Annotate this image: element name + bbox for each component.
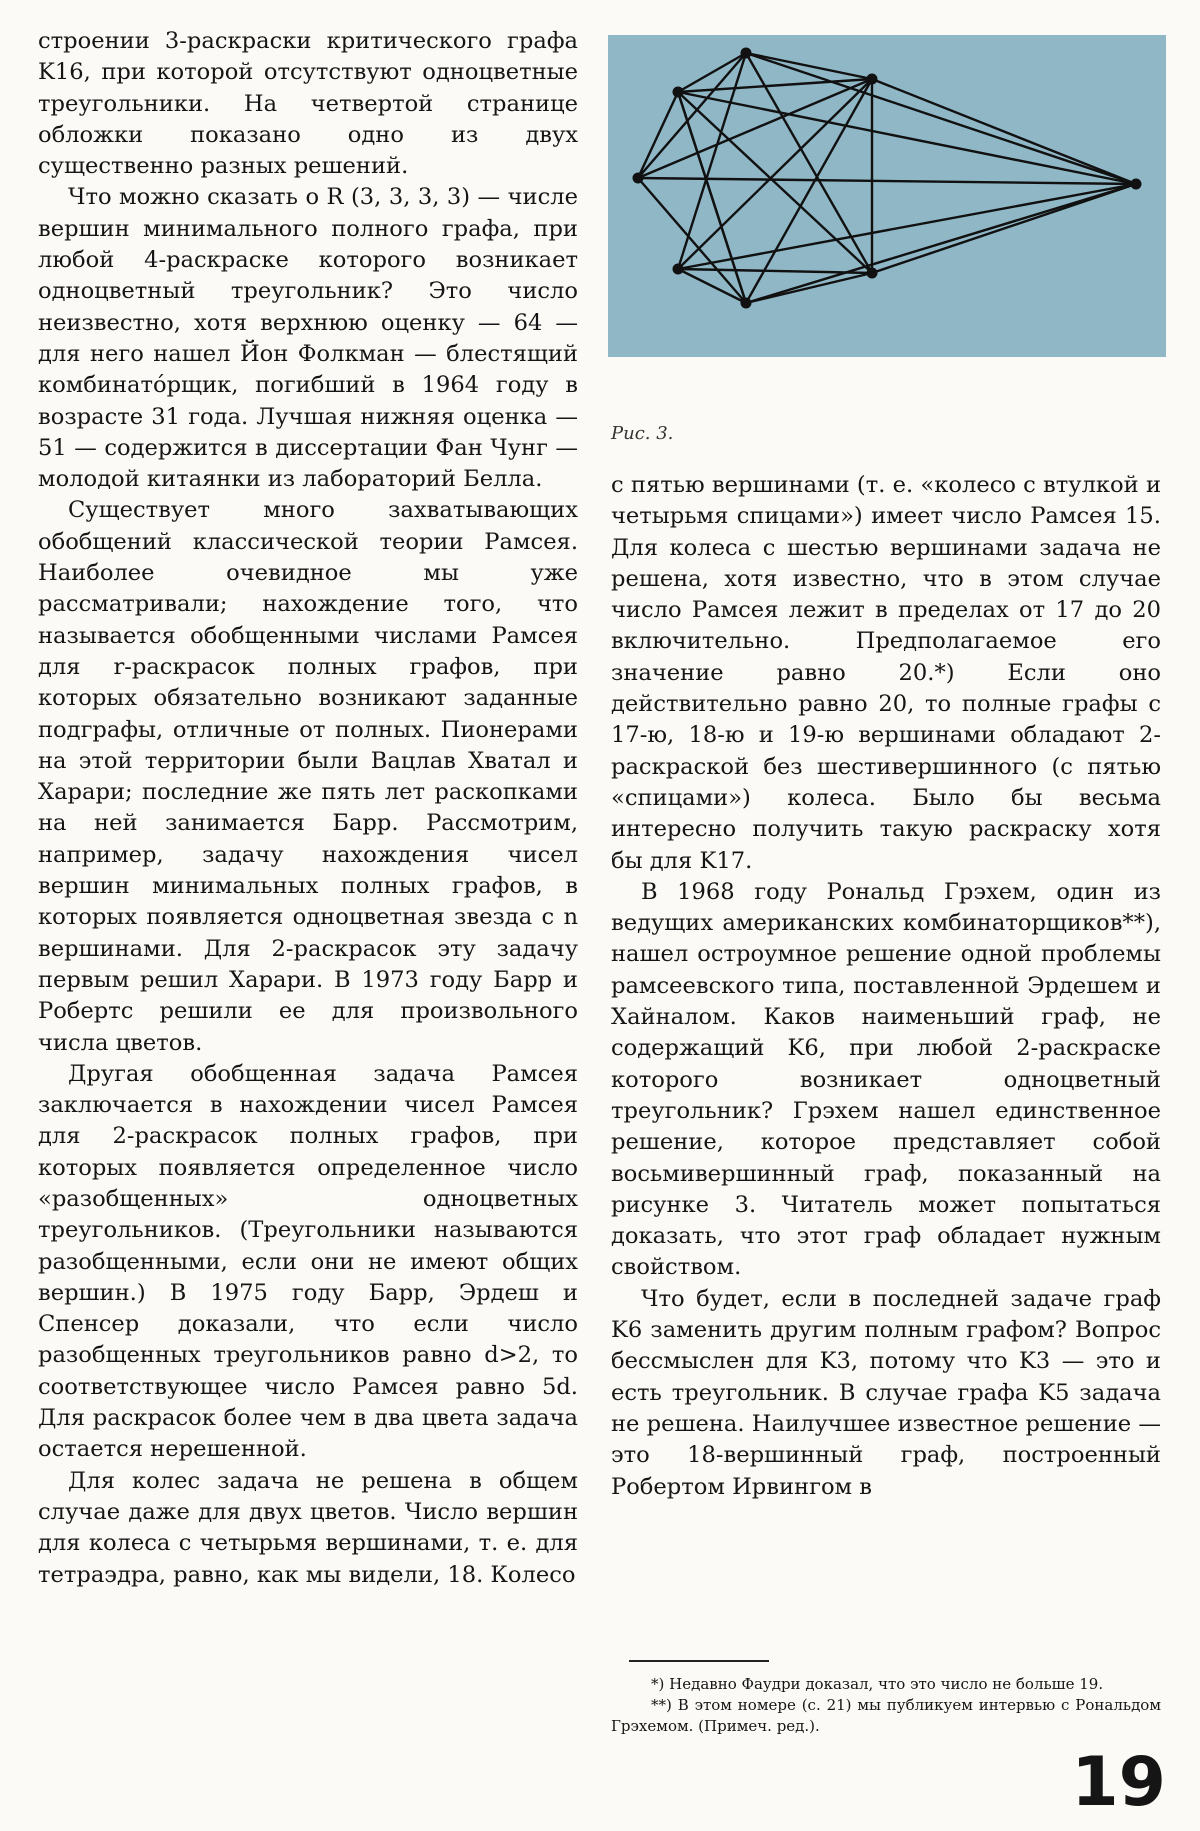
paragraph: В 1968 году Рональд Грэхем, один из ведущих американских комбинаторщиков**), нашел остроумное решение одной проблемы рамсеевского типа, поставленной Эрдешем и Хайналом. Каков наименьший граф, не содержащий K6, при любой 2-раскраске которого возникает одноцветный треугольник? Грэхем нашел единственное решение, которое представляет собой восьмивершинный граф, показанный на рисунке 3. Читатель может попытаться доказать, что этот граф обладает нужным свойством.: [611, 878, 1161, 1281]
graph-vertex: [867, 74, 878, 85]
paragraph: Существует много захватывающих обобщений классической теории Рамсея. Наиболее очевидное мы уже рассматривали; нахождение того, что называется обобщенными числами Рамсея для r-раскрасок полных графов, при которых обязательно возникают заданные подграфы, отличные от полных. Пионерами на этой территории были Вацлав Хватал и Харари; последние же пять лет раскопками на ней занимается Барр. Рассмотрим, например, задачу нахождения чисел вершин минимальных полных графов, в которых появляется одноцветная звезда с n вершинами. Для 2-раскрасок эту задачу первым решил Харари. В 1973 году Барр и Робертс решили ее для произвольного числа цветов.: [38, 497, 578, 1056]
paragraph: Что будет, если в последней задаче граф K6 заменить другим полным графом? Вопрос бессмыслен для K3, потому что K3 — это и есть треугольник. В случае графа K5 задача не решена. Наилучшее известное решение — это 18-вершинный граф, построенный Робертом Ирвингом в: [611, 1285, 1161, 1500]
left-column: [38, 26, 578, 1591]
footnote: **) В этом номере (с. 21) мы публикуем интервью с Рональдом Грэхемом. (Примеч. ред.).: [611, 1696, 1161, 1735]
graph-vertex: [633, 173, 644, 184]
page-number: 19: [1071, 1743, 1166, 1822]
graph-edge: [678, 184, 1136, 269]
footnotes: [611, 1660, 1161, 1737]
graph-edge: [872, 79, 1136, 184]
graph-edge: [746, 184, 1136, 303]
graph-edge: [872, 184, 1136, 273]
graph-edge: [638, 53, 746, 178]
paragraph: Что можно сказать о R (3, 3, 3, 3) — числе вершин минимального полного графа, при любой 4-раскраске которого возникает одноцветный треугольник? Это число неизвестно, хотя верхнюю оценку — 64 — для него нашел Йон Фолкман — блестящий комбинатóрщик, погибший в 1964 году в возрасте 31 года. Лучшая нижняя оценка — 51 — содержится в диссертации Фан Чунг — молодой китаянки из лабораторий Белла.: [38, 184, 578, 493]
right-column: [611, 470, 1161, 1503]
graph-edge: [678, 92, 1136, 184]
graph-figure: [608, 35, 1166, 357]
graph-vertex: [741, 48, 752, 59]
paragraph: Другая обобщенная задача Рамсея заключается в нахождении чисел Рамсея для 2-раскрасок полных графов, при которых появляется определенное число «разобщенных» одноцветных треугольников. (Треугольники называются разобщенными, если они не имеют общих вершин.) В 1975 году Барр, Эрдеш и Спенсер доказали, что если число разобщенных треугольников равно d>2, то соответствующее число Рамсея равно 5d. Для раскрасок более чем в два цвета задача остается нерешенной.: [38, 1060, 578, 1463]
graph-edge: [746, 273, 872, 303]
graph-edge: [678, 269, 872, 273]
graph-edge: [638, 178, 746, 303]
graph-vertex: [867, 268, 878, 279]
footnote-rule: [629, 1660, 769, 1662]
figure-caption: Рис. 3.: [611, 423, 674, 444]
graph-vertex: [673, 264, 684, 275]
graph-edge: [638, 92, 678, 178]
graph-vertex: [673, 87, 684, 98]
paragraph: с пятью вершинами (т. е. «колесо с втулкой и четырьмя спицами») имеет число Рамсея 15. Для колеса с шестью вершинами задача не решена, хотя известно, что в этом случае число Рамсея лежит в пределах от 17 до 20 включительно. Предполагаемое его значение равно 20.*) Если оно действительно равно 20, то полные графы с 17-ю, 18-ю и 19-ю вершинами обладают 2-раскраской без шестивершинного (с пятью «спицами») колеса. Было бы весьма интересно получить такую раскраску хотя бы для K17.: [611, 472, 1161, 874]
graph-vertex: [741, 298, 752, 309]
graph-drawing: [608, 35, 1166, 357]
paragraph: строении 3-раскраски критического графа K16, при которой отсутствуют одноцветные треугольники. На четвертой странице обложки показано одно из двух существенно разных решений.: [38, 28, 578, 180]
graph-edge: [638, 178, 1136, 184]
footnote: *) Недавно Фаудри доказал, что это число не больше 19.: [651, 1675, 1104, 1693]
graph-vertex: [1131, 179, 1142, 190]
paragraph: Для колес задача не решена в общем случае даже для двух цветов. Число вершин для колеса с четырьмя вершинами, т. е. для тетраэдра, равно, как мы видели, 18. Колесо: [38, 1467, 578, 1588]
